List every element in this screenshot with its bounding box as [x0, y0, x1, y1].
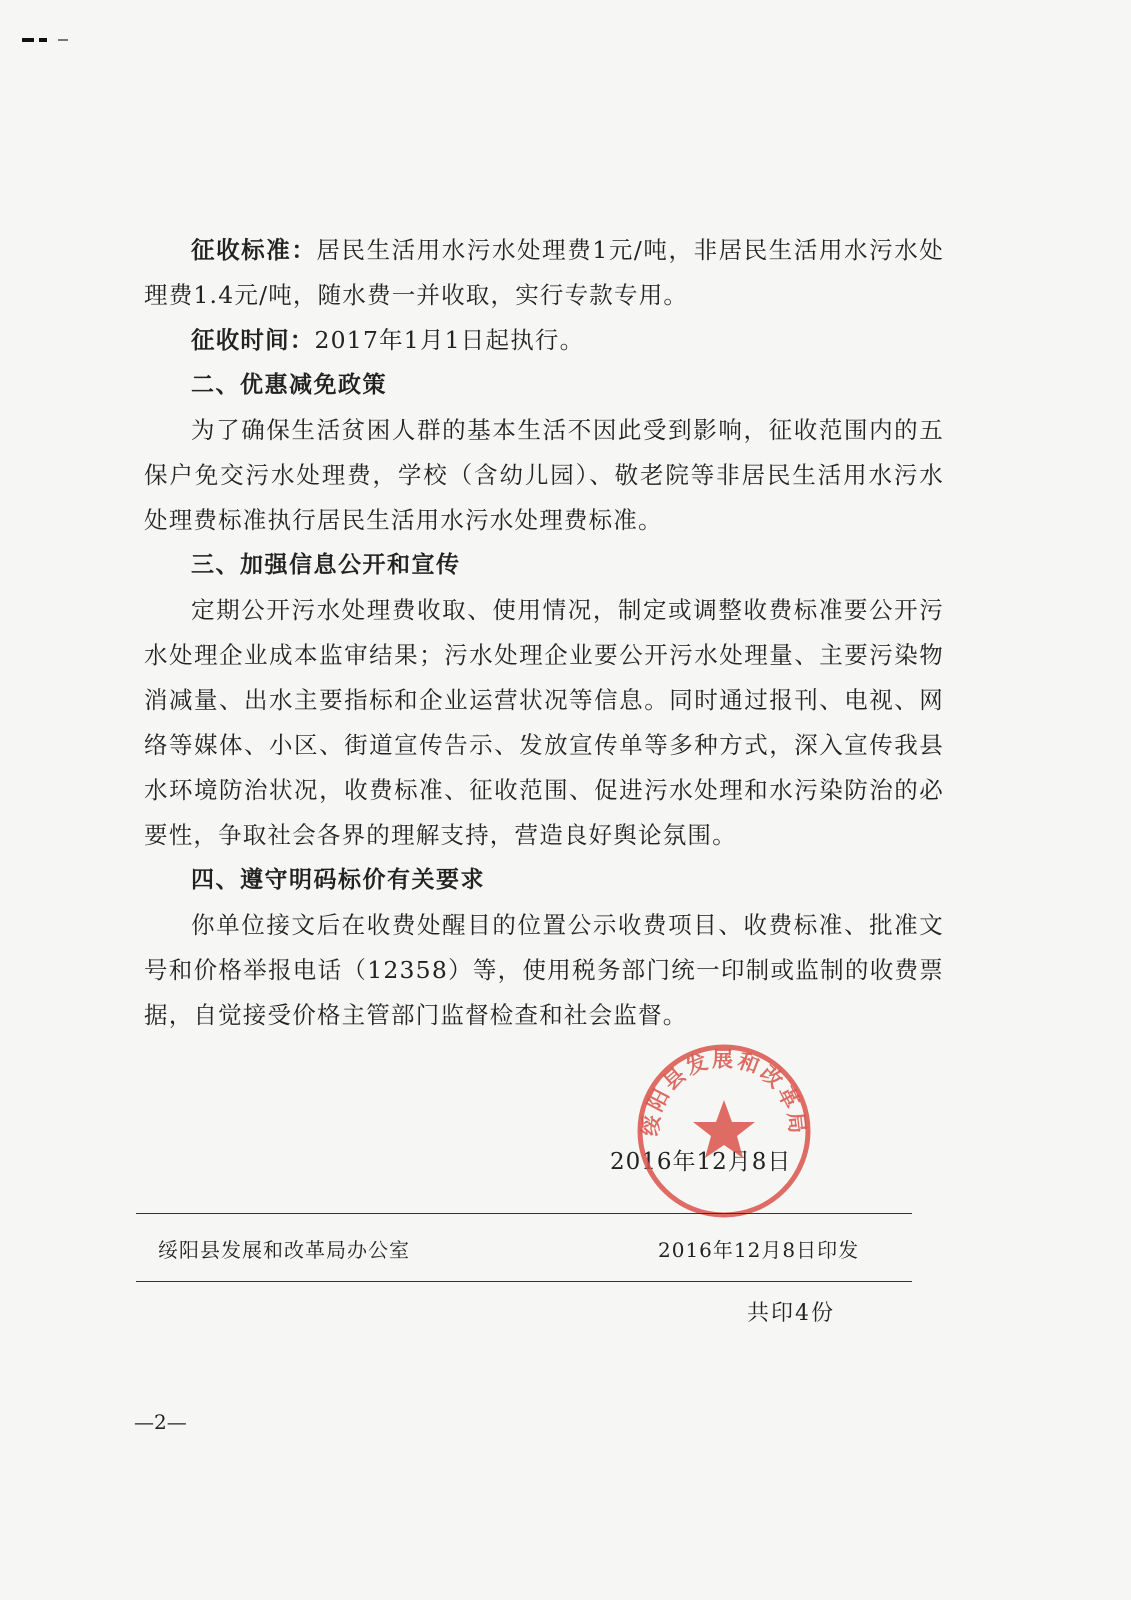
issuer-office: 绥阳县发展和改革局办公室 — [158, 1238, 410, 1262]
footer-rule-top — [136, 1213, 912, 1214]
paragraph-collection-standard — [144, 228, 944, 318]
collection-standard-text: 居民生活用水污水处理费1元/吨，非居民生活用水污水处理费1.4元/吨，随水费一并收取，实行专款专用。 — [144, 236, 944, 309]
footer-rule-bottom — [136, 1281, 912, 1282]
svg-text:绥阳县发展和改革局: 绥阳县发展和改革局 — [638, 1047, 810, 1138]
scan-corner-mark — [22, 38, 52, 43]
collection-time-text: 2017年1月1日起执行。 — [314, 326, 585, 354]
collection-time-label: 征收时间： — [191, 326, 315, 354]
heading-price-marking: 四、遵守明码标价有关要求 — [191, 867, 485, 893]
heading-info-disclosure: 三、加强信息公开和宣传 — [191, 552, 461, 578]
official-seal — [633, 1040, 815, 1222]
paragraph-price-marking: 你单位接文后在收费处醒目的位置公示收费项目、收费标准、批准文号和价格举报电话（12358）等，使用税务部门统一印制或监制的收费票据，自觉接受价格主管部门监督检查和社会监督。 — [144, 911, 944, 1029]
issue-date: 2016年12月8日印发 — [658, 1238, 860, 1262]
copies-count: 共印4份 — [747, 1301, 835, 1326]
page-number: —2— — [134, 1410, 187, 1434]
paragraph-collection-time — [144, 318, 944, 363]
signature-date: 2016年12月8日 — [610, 1149, 792, 1175]
collection-standard-label: 征收标准： — [191, 236, 317, 264]
document-body — [144, 228, 944, 1038]
heading-preferential-policy: 二、优惠减免政策 — [191, 372, 387, 398]
paragraph-info-disclosure: 定期公开污水处理费收取、使用情况，制定或调整收费标准要公开污水处理企业成本监审结果；污水处理企业要公开污水处理量、主要污染物消减量、出水主要指标和企业运营状况等信息。同时通过报刊、电视、网络等媒体、小区、街道宣传告示、发放宣传单等多种方式，深入宣传我县水环境防治状况，收费标准、征收范围、促进污水处理和水污染防治的必要性，争取社会各界的理解支持，营造良好舆论氛围。 — [144, 596, 944, 849]
paragraph-preferential-policy: 为了确保生活贫困人群的基本生活不因此受到影响，征收范围内的五保户免交污水处理费，学校（含幼儿园）、敬老院等非居民生活用水污水处理费标准执行居民生活用水污水处理费标准。 — [144, 416, 944, 534]
